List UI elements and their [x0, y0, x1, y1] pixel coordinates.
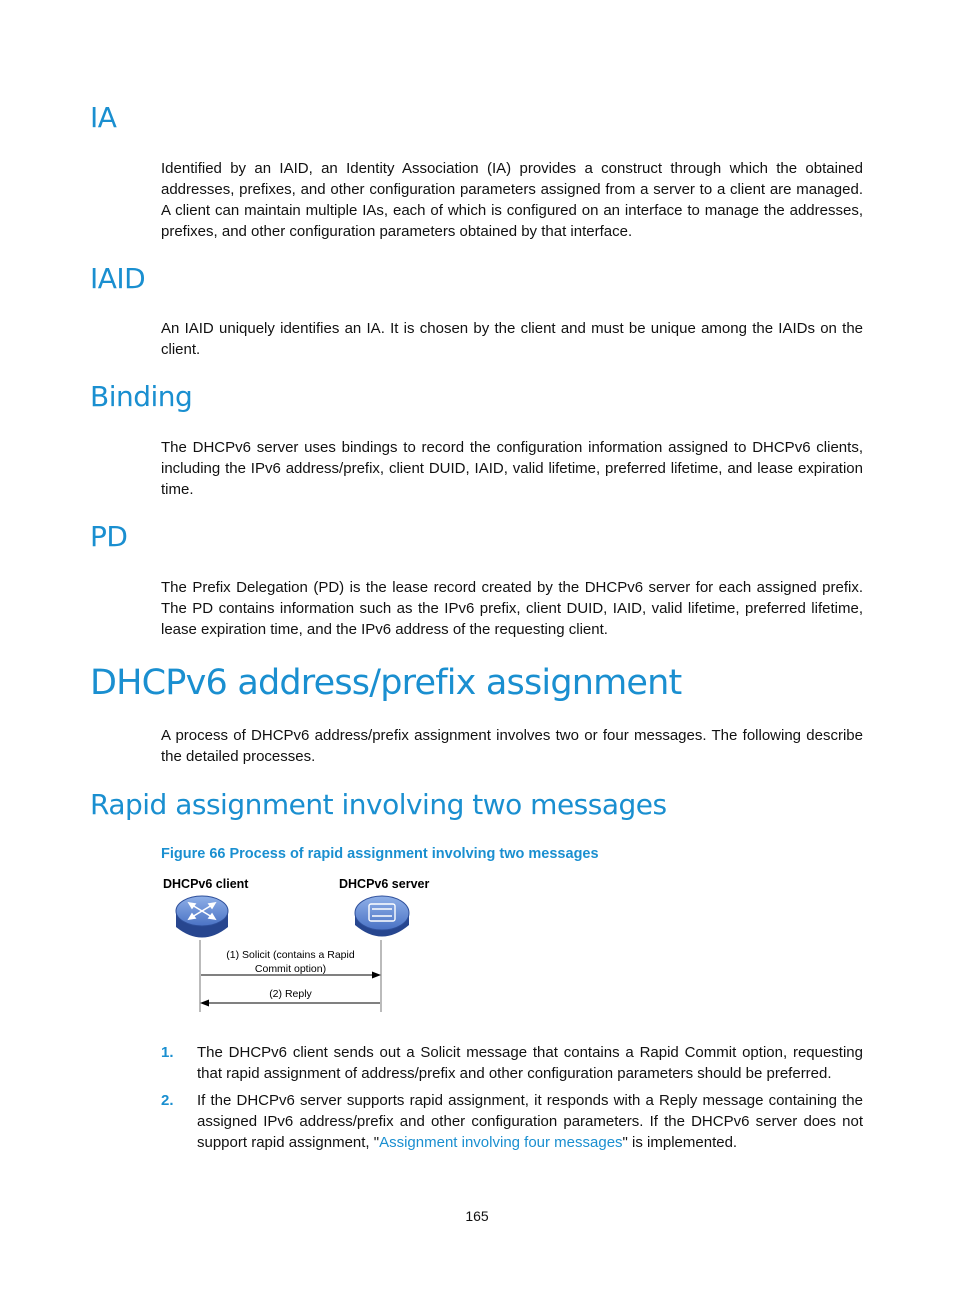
page-number: 165 [465, 1208, 489, 1224]
step-text-after: " is implemented. [622, 1134, 738, 1151]
paragraph-ia: Identified by an IAID, an Identity Association (IA) provides a construct through which the obtained addresses, prefixes, and other configuration parameters assigned from a server to a client are managed. A client can maintain multiple IAs, each of which is configured on an interface to manage the addresses, prefixes, and other configuration parameters obtained by that interface. [161, 160, 863, 240]
step-number: 2. [161, 1092, 174, 1109]
step-1 [161, 1042, 863, 1084]
figure-caption: Figure 66 Process of rapid assignment involving two messages [161, 846, 599, 862]
heading-pd: PD [90, 520, 128, 553]
router-icon [176, 896, 228, 938]
figure-rapid-assignment [160, 872, 460, 1017]
solicit-message-line1: (1) Solicit (contains a Rapid [226, 949, 355, 961]
paragraph-assignment: A process of DHCPv6 address/prefix assignment involves two or four messages. The following describe the detailed processes. [161, 727, 863, 765]
heading-assignment: DHCPv6 address/prefix assignment [90, 663, 682, 703]
reply-message-label: (2) Reply [269, 988, 312, 1000]
heading-iaid: IAID [90, 262, 146, 295]
heading-binding: Binding [90, 380, 193, 413]
step-number: 1. [161, 1044, 174, 1061]
heading-ia: IA [90, 101, 117, 134]
paragraph-pd: The Prefix Delegation (PD) is the lease record created by the DHCPv6 server for each assigned prefix. The PD contains information such as the IPv6 prefix, client DUID, IAID, valid lifetime, preferred lifetime, lease expiration time, and the IPv6 address of the requesting client. [161, 579, 863, 638]
solicit-message-line2: Commit option) [254, 963, 327, 975]
step-text-before: If the DHCPv6 server supports rapid assignment, it responds with a Reply message containing the assigned IPv6 address/prefix and other configuration parameters. If the DHCPv6 server does not support rapid assignment, " [197, 1092, 863, 1151]
switch-icon [355, 896, 409, 937]
client-label: DHCPv6 client [163, 877, 249, 891]
step-text: The DHCPv6 client sends out a Solicit message that contains a Rapid Commit option, requesting that rapid assignment of address/prefix and other configuration parameters should be preferred. [197, 1044, 863, 1082]
assignment-four-messages-link[interactable]: Assignment involving four messages [379, 1134, 623, 1151]
solicit-message-label [200, 948, 381, 976]
server-label: DHCPv6 server [339, 877, 430, 891]
step-text [197, 1090, 863, 1153]
step-2 [161, 1090, 863, 1153]
paragraph-binding: The DHCPv6 server uses bindings to record the configuration information assigned to DHCPv6 clients, including the IPv6 address/prefix, client DUID, IAID, valid lifetime, preferred lifetime, and lease expiration time. [161, 439, 863, 498]
paragraph-iaid: An IAID uniquely identifies an IA. It is chosen by the client and must be unique among the IAIDs on the client. [161, 320, 863, 358]
heading-rapid-assignment: Rapid assignment involving two messages [90, 788, 667, 821]
